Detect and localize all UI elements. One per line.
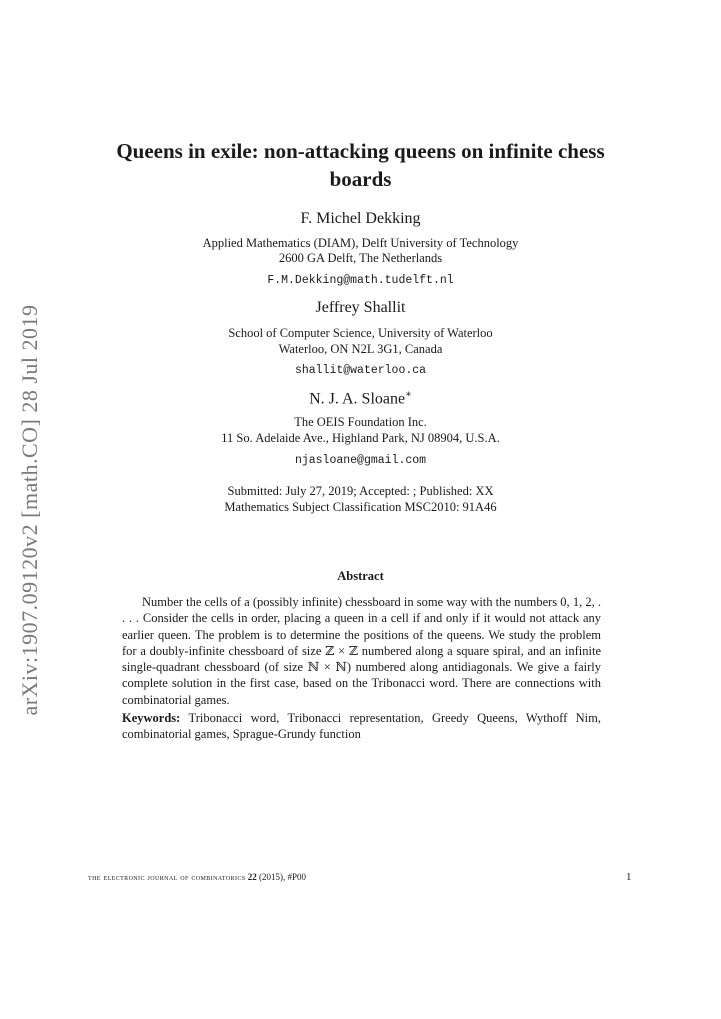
journal-footer <box>88 872 306 882</box>
author-name: N. J. A. Sloane <box>309 390 406 408</box>
journal-name: the electronic journal of combinatorics <box>88 872 246 882</box>
author-name-block <box>100 389 621 408</box>
author-email: F.M.Dekking@math.tudelft.nl <box>267 274 454 287</box>
journal-volume: 22 <box>247 872 257 882</box>
author-affiliation: Applied Mathematics (DIAM), Delft University of Technology <box>202 236 519 250</box>
author-address: 11 So. Adelaide Ave., Highland Park, NJ 08904, U.S.A. <box>221 431 500 445</box>
author-affiliation: The OEIS Foundation Inc. <box>294 415 427 429</box>
paper-title: Queens in exile: non-attacking queens on infinite chess boards <box>116 139 605 191</box>
author-affiliation: School of Computer Science, University of Waterloo <box>228 326 493 340</box>
arxiv-identifier: arXiv:1907.09120v2 [math.CO] 28 Jul 2019 <box>17 304 42 716</box>
author-address: Waterloo, ON N2L 3G1, Canada <box>278 342 443 356</box>
page-number: 1 <box>626 871 632 883</box>
keywords-list: Tribonacci word, Tribonacci representation, Greedy Queens, Wythoff Nim, combinatorial games, Sprague-Grundy function <box>122 711 601 742</box>
submission-dates: Submitted: July 27, 2019; Accepted: ; Published: XX <box>227 484 494 498</box>
abstract-body: Number the cells of a (possibly infinite) chessboard in some way with the numbers 0, 1, 2, . . . . Consider the cells in order, placing a queen in a cell if and only if it would not attack any earlier queen. The problem is to determine the positions of the queens. We study the problem for a doubly-infinite chessboard of size ℤ × ℤ numbered along a square spiral, and an infinite single-quadrant chessboard (of size ℕ × ℕ) numbered along antidiagonals. We give a fairly complete solution in the first case, based on the Tribonacci word. There are connections with combinatorial games. <box>122 595 601 707</box>
author-email: njasloane@gmail.com <box>294 454 427 467</box>
subject-classification: Mathematics Subject Classification MSC2010: 91A46 <box>224 500 497 514</box>
author-name: F. Michel Dekking <box>300 210 421 227</box>
author-email: shallit@waterloo.ca <box>294 364 427 377</box>
author-address: 2600 GA Delft, The Netherlands <box>278 251 443 265</box>
keywords-section <box>122 710 601 743</box>
abstract-heading: Abstract <box>337 569 384 583</box>
keywords-label: Keywords: <box>122 711 181 725</box>
journal-issue: (2015), #P00 <box>259 872 306 882</box>
arxiv-sidebar <box>10 304 50 716</box>
author-name: Jeffrey Shallit <box>315 299 406 316</box>
author-footnote-mark: ∗ <box>405 389 412 400</box>
